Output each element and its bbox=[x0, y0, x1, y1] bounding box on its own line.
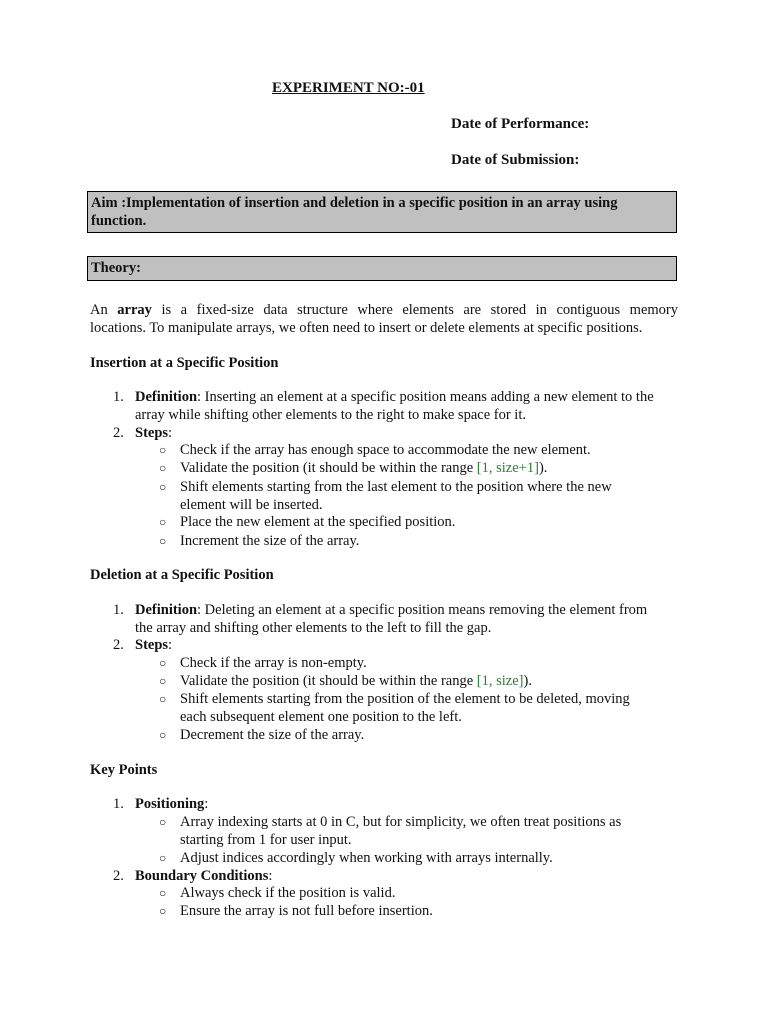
insertion-range: [1, size+1] bbox=[476, 460, 539, 476]
positioning-point-1-line-1: Array indexing starts at 0 in C, but for simplicity, we often treat positions as bbox=[180, 814, 622, 830]
insertion-step-2 bbox=[180, 459, 547, 477]
deletion-number-2: 2. bbox=[113, 637, 124, 653]
insertion-definition-label: Definition bbox=[135, 389, 198, 405]
deletion-steps-colon: : bbox=[168, 637, 173, 653]
bullet-icon: ○ bbox=[159, 461, 167, 475]
positioning-point-2: Adjust indices accordingly when working with arrays internally. bbox=[180, 850, 553, 866]
deletion-number-1: 1. bbox=[113, 602, 124, 618]
intro-rest: is a fixed-size data structure where elements are stored in contiguous memory bbox=[151, 302, 678, 318]
deletion-step-3-line-1: Shift elements starting from the position of the element to be deleted, moving bbox=[180, 691, 630, 707]
intro-line-1 bbox=[90, 301, 678, 319]
insertion-step-5: Increment the size of the array. bbox=[180, 533, 360, 549]
bullet-icon: ○ bbox=[159, 674, 167, 688]
boundary-point-1: Always check if the position is valid. bbox=[180, 885, 396, 901]
insertion-step-1: Check if the array has enough space to accommodate the new element. bbox=[180, 442, 591, 458]
insertion-step-4: Place the new element at the specified position. bbox=[180, 514, 456, 530]
deletion-heading: Deletion at a Specific Position bbox=[90, 567, 274, 583]
aim-line-1: Aim :Implementation of insertion and deletion in a specific position in an array using bbox=[91, 195, 618, 211]
deletion-definition-label: Definition bbox=[135, 602, 198, 618]
theory-box bbox=[87, 256, 677, 281]
insertion-step-3-line-2: element will be inserted. bbox=[180, 497, 323, 513]
deletion-steps-word: Steps bbox=[135, 637, 169, 653]
bullet-icon: ○ bbox=[159, 515, 167, 529]
deletion-step-3-line-2: each subsequent element one position to the left. bbox=[180, 709, 462, 725]
deletion-step-2-text: Validate the position (it should be within the range bbox=[180, 673, 477, 689]
keypoints-number-2: 2. bbox=[113, 868, 124, 884]
boundary-conditions-word: Boundary Conditions bbox=[135, 868, 269, 884]
insertion-number-1: 1. bbox=[113, 389, 124, 405]
insertion-steps-label bbox=[135, 424, 172, 442]
deletion-steps-label bbox=[135, 636, 172, 654]
insertion-steps-word: Steps bbox=[135, 425, 169, 441]
date-of-performance: Date of Performance: bbox=[451, 116, 590, 132]
deletion-range: [1, size] bbox=[476, 673, 524, 689]
boundary-conditions-label bbox=[135, 867, 272, 885]
boundary-conditions-colon: : bbox=[268, 868, 273, 884]
boundary-point-2: Ensure the array is not full before insertion. bbox=[180, 903, 433, 919]
intro-paragraph bbox=[90, 301, 678, 337]
intro-prefix: An bbox=[90, 302, 118, 318]
bullet-icon: ○ bbox=[159, 480, 167, 494]
positioning-label bbox=[135, 795, 208, 813]
bullet-icon: ○ bbox=[159, 904, 167, 918]
aim-box bbox=[87, 191, 677, 233]
insertion-definition-text: : Inserting an element at a specific position means adding a new element to the bbox=[197, 389, 654, 405]
deletion-step-2 bbox=[180, 672, 532, 690]
insertion-definition-line-2: array while shifting other elements to the right to make space for it. bbox=[135, 407, 526, 423]
positioning-colon: : bbox=[204, 796, 209, 812]
deletion-step-2-end: ). bbox=[523, 673, 532, 689]
key-points-heading: Key Points bbox=[90, 762, 158, 778]
bullet-icon: ○ bbox=[159, 851, 167, 865]
aim-line-2: function. bbox=[91, 213, 147, 229]
bullet-icon: ○ bbox=[159, 728, 167, 742]
intro-bold-term: array bbox=[117, 302, 152, 318]
bullet-icon: ○ bbox=[159, 656, 167, 670]
deletion-step-4: Decrement the size of the array. bbox=[180, 727, 365, 743]
insertion-heading: Insertion at a Specific Position bbox=[90, 355, 279, 371]
bullet-icon: ○ bbox=[159, 534, 167, 548]
theory-label: Theory: bbox=[91, 260, 141, 276]
keypoints-number-1: 1. bbox=[113, 796, 124, 812]
deletion-step-1: Check if the array is non-empty. bbox=[180, 655, 367, 671]
insertion-step-2-text: Validate the position (it should be within the range bbox=[180, 460, 477, 476]
insertion-number-2: 2. bbox=[113, 425, 124, 441]
deletion-definition-text: : Deleting an element at a specific position means removing the element from bbox=[197, 602, 648, 618]
page-title: EXPERIMENT NO:-01 bbox=[272, 80, 425, 96]
positioning-point-1-line-2: starting from 1 for user input. bbox=[180, 832, 352, 848]
insertion-step-2-end: ). bbox=[538, 460, 548, 476]
deletion-definition-line-1 bbox=[135, 601, 647, 619]
positioning-word: Positioning bbox=[135, 796, 205, 812]
bullet-icon: ○ bbox=[159, 815, 167, 829]
insertion-steps-colon: : bbox=[168, 425, 173, 441]
insertion-definition-line-1 bbox=[135, 388, 654, 406]
insertion-step-3-line-1: Shift elements starting from the last element to the position where the new bbox=[180, 479, 612, 495]
bullet-icon: ○ bbox=[159, 443, 167, 457]
intro-line-2: locations. To manipulate arrays, we often need to insert or delete elements at specific positions. bbox=[90, 320, 643, 336]
date-of-submission: Date of Submission: bbox=[451, 152, 580, 168]
bullet-icon: ○ bbox=[159, 886, 167, 900]
bullet-icon: ○ bbox=[159, 692, 167, 706]
deletion-definition-line-2: the array and shifting other elements to the left to fill the gap. bbox=[135, 620, 492, 636]
